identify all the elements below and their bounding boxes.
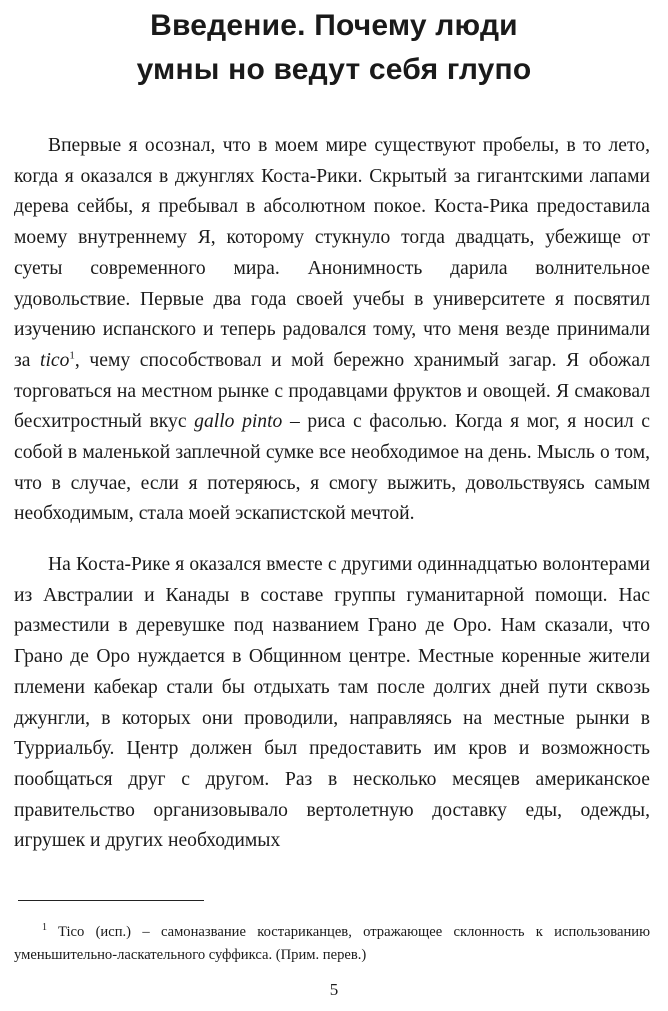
chapter-title-line-2: умны но ведут себя глупо: [136, 53, 532, 86]
paragraph-1-text-b: , чему способствовал и мой бережно хранимый загар. Я обожал торговаться на местном рынке с продавцами фруктов и овощей. Я смаковал бесхитростный вкус: [14, 349, 650, 433]
italic-word-tico: tico: [40, 349, 70, 371]
paragraph-1-text-c: – риса с фасолью. Когда я мог, я носил с собой в маленькой заплечной сумке все необходимое на день. Мысль о том, что в случае, если я потеряюсь, я смогу выжить, довольствуясь самым необходимым, стала моей эскапистской мечтой.: [14, 411, 650, 525]
body-paragraph-1: [14, 131, 650, 530]
page-number: 5: [329, 980, 339, 999]
footnote-reference: 1: [69, 349, 75, 362]
chapter-title-line-1: Введение. Почему люди: [150, 9, 518, 42]
footnote-marker: 1: [42, 922, 47, 934]
footnote: [14, 921, 650, 967]
footnote-text: Tico (исп.) – самоназвание костариканцев, отражающее склонность к использованию уменьшительно-ласкательного суффикса. (Прим. перев.): [14, 924, 650, 963]
chapter-title: [20, 4, 648, 92]
footnote-divider: [18, 900, 204, 901]
body-paragraph-2: На Коста-Рике я оказался вместе с другими одиннадцатью волонтерами из Австралии и Канады в составе группы гуманитарной помощи. Нас разместили в деревушке под названием Грано де Оро. Нам сказали, что Грано де Оро нуждается в Общинном центре. Местные коренные жители племени кабекар стали бы отдыхать там после долгих дней пути сквозь джунгли, в которых они проводили, направляясь на местные рынки в Турриальбу. Центр должен был предоставить им кров и возможность пообщаться друг с другом. Раз в несколько месяцев американское правительство организовывало вертолетную доставку еды, одежды, игрушек и других необходимых: [14, 554, 650, 852]
italic-phrase-gallo-pinto: gallo pinto: [194, 411, 283, 433]
paragraph-1-text-a: Впервые я осознал, что в моем мире существуют пробелы, в то лето, когда я оказался в джунглях Коста-Рики. Скрытый за гигантскими лапами дерева сейбы, я пребывал в абсолютном покое. Коста-Рика предоставила моему внутреннему Я, которому стукнуло тогда двадцать, убежище от суеты современного мира. Анонимность дарила волнительное удовольствие. Первые два года своей учебы в университете я посвятил изучению испанского и теперь радовался тому, что меня везде принимали за: [14, 135, 650, 371]
